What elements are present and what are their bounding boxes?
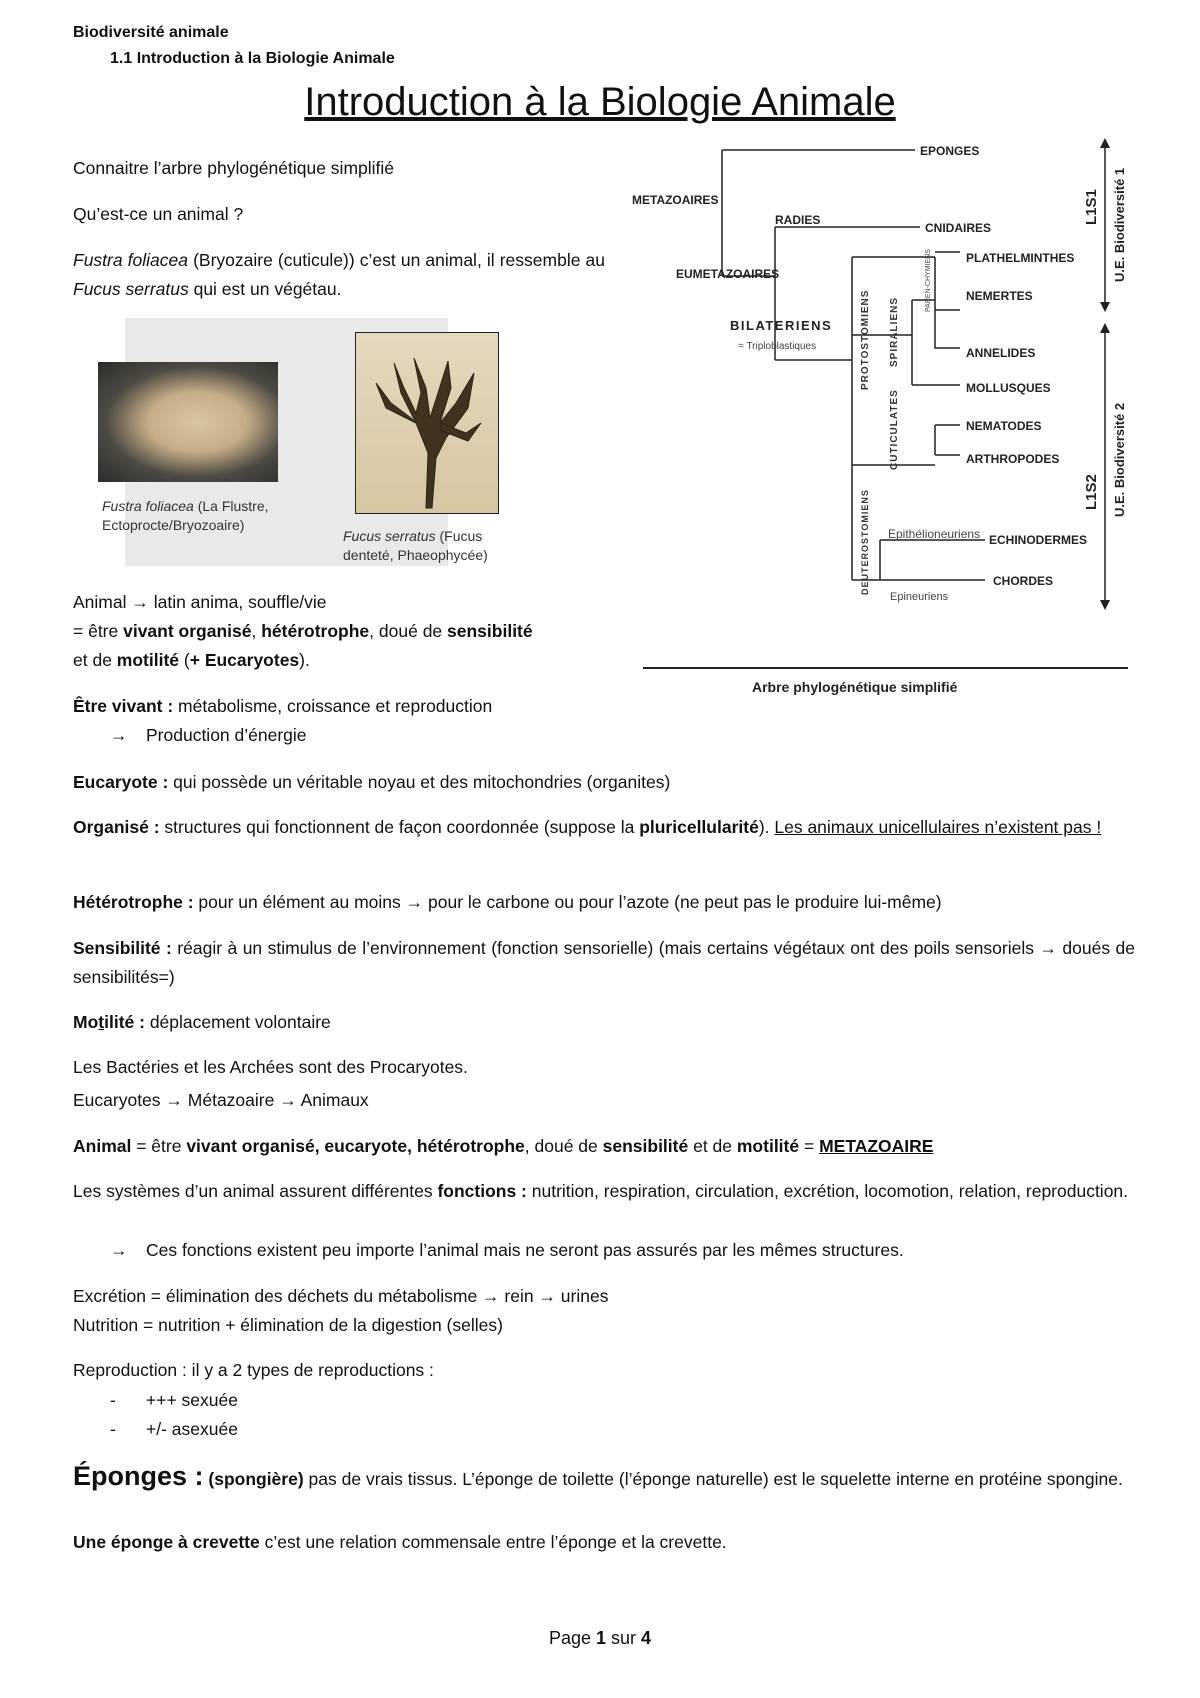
ue-biodiversite-1: U.E. Biodiversité 1 xyxy=(1112,167,1127,282)
def-text: ). xyxy=(299,650,310,670)
eponges-paragraph xyxy=(73,1461,1135,1495)
semester-l1s2: L1S2 xyxy=(1083,474,1100,510)
etre-vivant xyxy=(73,692,605,721)
label-eumetazoaires: EUMETAZOAIRES xyxy=(676,267,780,281)
taxon-arthropodes: ARTHROPODES xyxy=(966,452,1060,466)
label-epithelioneuriens: Epithélioneuriens xyxy=(888,527,981,541)
label-epineuriens: Epineuriens xyxy=(890,591,949,603)
animal-metazoaire xyxy=(73,1132,1135,1161)
label-triploblastiques: = Triploblastiques xyxy=(738,341,817,352)
eponges-heading: Éponges : xyxy=(73,1461,204,1491)
term: (spongière) xyxy=(203,1469,304,1489)
motilite-def xyxy=(73,1008,1135,1037)
text: , doué de xyxy=(524,1136,603,1156)
def-term: sensibilité xyxy=(447,621,533,641)
caption-fustra xyxy=(102,497,312,535)
def-term: hétérotrophe xyxy=(261,621,370,641)
taxon-mollusques: MOLLUSQUES xyxy=(966,381,1051,395)
text: Les systèmes d’un animal assurent différentes xyxy=(73,1181,438,1201)
intro-text-b: qui est un végétau. xyxy=(188,279,342,299)
term: Une éponge à crevette xyxy=(73,1532,260,1552)
fucus-name: Fucus serratus xyxy=(73,279,189,299)
nutrition-line: Nutrition = nutrition + élimination de la digestion (selles) xyxy=(73,1315,503,1335)
dash-bullet: - xyxy=(110,1390,116,1410)
def-text: = être xyxy=(73,621,124,641)
caption-fustra-species: Fustra foliacea xyxy=(102,498,194,514)
text: nutrition, respiration, circulation, excrétion, locomotion, relation, reproduction. xyxy=(526,1181,1129,1201)
def-term: motilité xyxy=(116,650,180,670)
taxon-chordes: CHORDES xyxy=(993,574,1054,588)
caption-fustra-text: (La Flustre, Ectoprocte/Bryozoaire) xyxy=(102,498,269,533)
def-term: + Eucaryotes xyxy=(189,650,300,670)
term: Eucaryote : xyxy=(73,772,169,792)
sensibilite-def xyxy=(73,934,1135,992)
def-text: et de xyxy=(73,650,117,670)
term: sensibilité xyxy=(602,1136,689,1156)
taxon-nemertes: NEMERTES xyxy=(966,289,1033,303)
taxon-plathelminthes: PLATHELMINTHES xyxy=(966,251,1075,265)
tree-caption: Arbre phylogénétique simplifié xyxy=(752,679,958,695)
text: structures qui fonctionnent de façon coordonnée (suppose la xyxy=(159,817,640,837)
def-text: , xyxy=(251,621,262,641)
etre-vivant-sub xyxy=(110,721,307,750)
term: pluricellularité xyxy=(639,817,759,837)
phylogenetic-tree xyxy=(620,130,1140,710)
term: ilité : xyxy=(104,1012,145,1032)
animal-def-line-1: Animal → latin anima, souffle/vie xyxy=(73,592,327,612)
caption-fucus xyxy=(343,527,511,565)
fucus-drawing xyxy=(356,333,498,513)
ue-biodiversite-2: U.E. Biodiversité 2 xyxy=(1112,402,1127,517)
arrow-icon: → xyxy=(110,725,128,745)
text: pas de vrais tissus. L’éponge de toilette (l’éponge naturelle) est le squelette interne en protéine spongine. xyxy=(303,1469,1123,1489)
caption-fucus-text: (Fucus denteté, Phaeophycée) xyxy=(343,528,488,563)
term: Organisé : xyxy=(73,817,160,837)
term: vivant organisé, eucaryote, hétérotrophe xyxy=(186,1136,525,1156)
taxon-echinodermes: ECHINODERMES xyxy=(989,533,1088,547)
arrow-icon: → xyxy=(110,1240,128,1260)
label-deuterostomiens: DEUTEROSTOMIENS xyxy=(860,489,870,595)
fucus-photo xyxy=(355,332,499,514)
text: déplacement volontaire xyxy=(144,1012,331,1032)
underlined-text: Les animaux unicellulaires n’existent pas ! xyxy=(774,817,1102,837)
animal-def-line-2 xyxy=(73,617,605,646)
systemes-sub xyxy=(110,1236,904,1265)
total-pages: 4 xyxy=(641,1628,652,1648)
fustra-photo xyxy=(98,362,278,482)
term-metazoaire: METAZOAIRE xyxy=(819,1136,934,1156)
animal-def-line-3 xyxy=(73,646,605,675)
text: métabolisme, croissance et reproduction xyxy=(173,696,493,716)
intro-line-2: Qu’est-ce un animal ? xyxy=(73,204,244,224)
term: t xyxy=(98,1012,105,1032)
caption-fucus-species: Fucus serratus xyxy=(343,528,436,544)
text: sur xyxy=(606,1628,642,1648)
eucaryote-def xyxy=(73,768,1135,797)
text: +/- asexuée xyxy=(146,1419,238,1439)
eponge-crevette xyxy=(73,1528,1135,1557)
text: pour un élément au moins → pour le carbone ou pour l’azote (ne peut pas le produire lui-même) xyxy=(193,892,942,912)
organise-def xyxy=(73,813,1135,842)
def-term: vivant organisé xyxy=(123,621,252,641)
label-metazoaires: METAZOAIRES xyxy=(632,193,719,207)
text: Ces fonctions existent peu importe l’animal mais ne seront pas assurés par les mêmes structures. xyxy=(146,1240,904,1260)
header-section: 1.1 Introduction à la Biologie Animale xyxy=(110,50,395,67)
term: Mo xyxy=(73,1012,99,1032)
heterotrophe-def xyxy=(73,888,1135,917)
text: Production d’énergie xyxy=(146,725,307,745)
semester-l1s1: L1S1 xyxy=(1083,189,1100,225)
procaryotes-line-2: Eucaryotes → Métazoaire → Animaux xyxy=(73,1090,369,1110)
intro-line-1: Connaitre l’arbre phylogénétique simplifié xyxy=(73,158,395,178)
procaryotes-line-1: Les Bactéries et les Archées sont des Procaryotes. xyxy=(73,1057,468,1077)
text: ). xyxy=(758,817,775,837)
text: et de xyxy=(688,1136,737,1156)
term: fonctions : xyxy=(437,1181,527,1201)
header-course: Biodiversité animale xyxy=(73,24,229,41)
text: réagir à un stimulus de l’environnement (fonction sensorielle) (mais certains végétaux ont des poils sensoriels → doués de sensibilités=) xyxy=(73,938,1135,987)
label-radies: RADIES xyxy=(775,213,821,227)
term: Sensibilité : xyxy=(73,938,172,958)
systemes-paragraph xyxy=(73,1177,1135,1206)
label-parenchymiens: PAREN-CHYMIENS xyxy=(925,249,932,312)
excretion-line: Excrétion = élimination des déchets du métabolisme → rein → urines xyxy=(73,1286,609,1306)
text: qui possède un véritable noyau et des mitochondries (organites) xyxy=(168,772,671,792)
taxon-eponges: EPONGES xyxy=(920,144,980,158)
label-protostomiens: PROTOSTOMIENS xyxy=(860,289,871,390)
term: Hétérotrophe : xyxy=(73,892,194,912)
taxon-cnidaires: CNIDAIRES xyxy=(925,221,992,235)
page-title: Introduction à la Biologie Animale xyxy=(304,80,896,124)
fustra-name: Fustra foliacea xyxy=(73,250,188,270)
taxon-annelides: ANNELIDES xyxy=(966,346,1036,360)
label-bilateriens: BILATERIENS xyxy=(730,318,833,333)
reproduction-item-2 xyxy=(110,1415,238,1444)
dash-bullet: - xyxy=(110,1419,116,1439)
text: c’est une relation commensale entre l’éponge et la crevette. xyxy=(259,1532,727,1552)
label-spiraliens: SPIRALIENS xyxy=(889,296,900,367)
text: +++ sexuée xyxy=(146,1390,238,1410)
text: = xyxy=(799,1136,820,1156)
text: Page xyxy=(548,1628,596,1648)
def-text: ( xyxy=(179,650,190,670)
reproduction-line: Reproduction : il y a 2 types de reproductions : xyxy=(73,1360,434,1380)
term: Animal xyxy=(73,1136,132,1156)
intro-paragraph xyxy=(73,246,605,304)
label-cuticulates: CUTICULATES xyxy=(889,389,900,470)
page-number xyxy=(0,1628,1200,1649)
taxon-nematodes: NEMATODES xyxy=(966,419,1042,433)
current-page: 1 xyxy=(596,1628,607,1648)
text: = être xyxy=(131,1136,187,1156)
term: motilité xyxy=(736,1136,800,1156)
intro-text-a: (Bryozaire (cuticule)) c’est un animal, il ressemble au xyxy=(188,250,605,270)
reproduction-item-1 xyxy=(110,1386,238,1415)
def-text: , doué de xyxy=(369,621,448,641)
term: Être vivant : xyxy=(73,696,174,716)
